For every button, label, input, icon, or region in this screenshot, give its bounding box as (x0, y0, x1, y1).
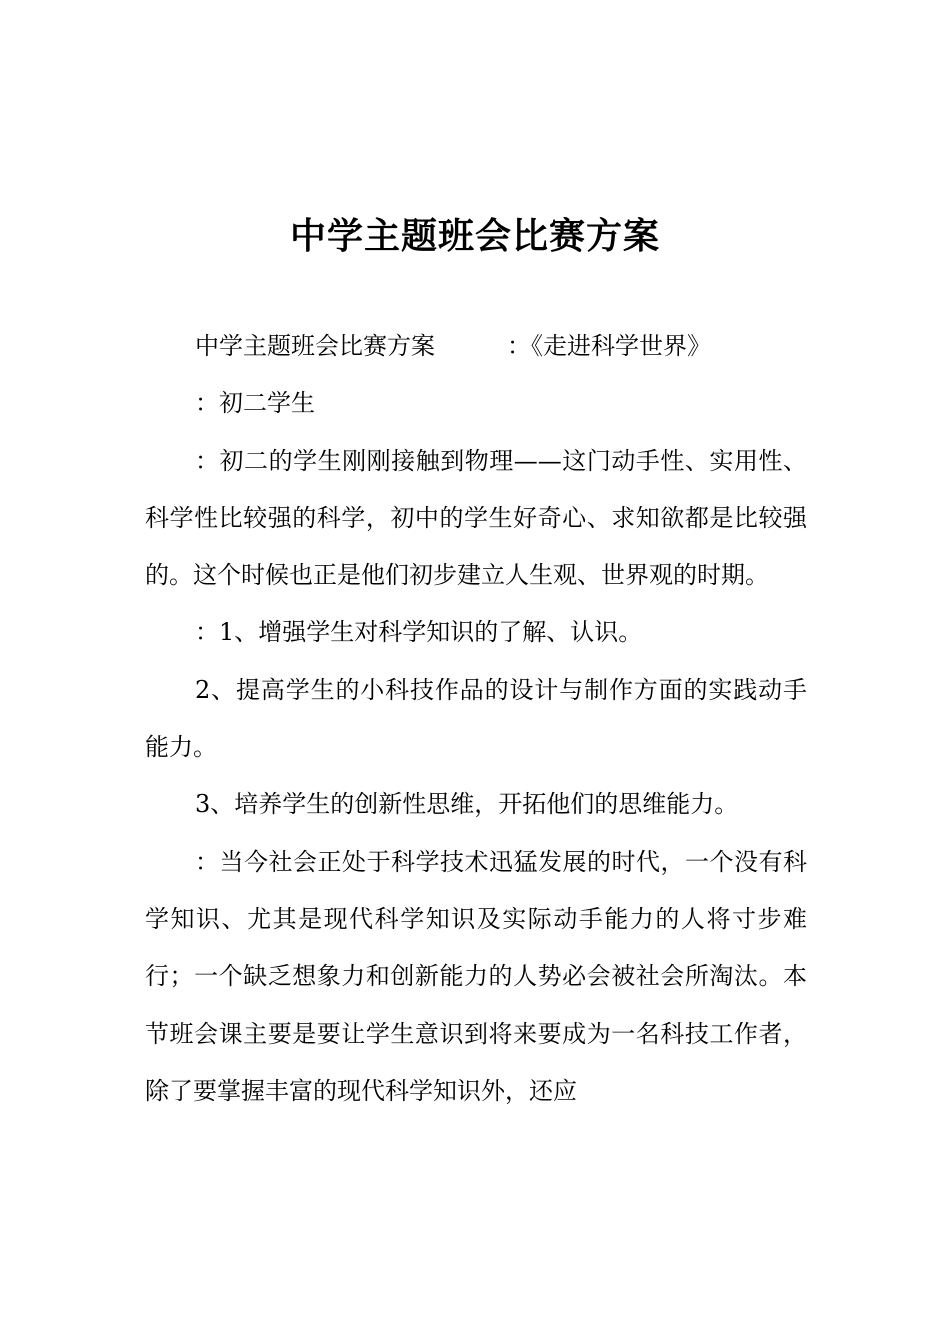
paragraph-goal-3: 3、培养学生的创新性思维，开拓他们的思维能力。 (195, 790, 739, 819)
document-title: 中学主题班会比赛方案 (289, 215, 660, 258)
paragraph-goal-2: 2、提高学生的小科技作品的设计与制作方面的实践动手能力。 (145, 675, 807, 762)
paragraph-background: ：初二的学生刚刚接触到物理——这门动手性、实用性、科学性比较强的科学，初中的学生好奇心、求知欲都是比较强的。这个时候也正是他们初步建立人生观、世界观的时期。 (145, 446, 807, 590)
paragraph-goal-1: ：1、增强学生对科学知识的了解、认识。 (195, 618, 643, 647)
document-body (145, 318, 807, 1120)
paragraph-audience: ：初二学生 (195, 389, 315, 418)
paragraph-rationale: ：当今社会正处于科学技术迅猛发展的时代，一个没有科学知识、尤其是现代科学知识及实际动手能力的人将寸步难行；一个缺乏想象力和创新能力的人势必会被社会所淘汰。本节班会课主要是要让学生意识到将来要成为一名科技工作者，除了要掌握丰富的现代科学知识外，还应 (145, 847, 807, 1105)
paragraph-topic: 中学主题班会比赛方案 ：《走进科学世界》 (195, 332, 711, 360)
